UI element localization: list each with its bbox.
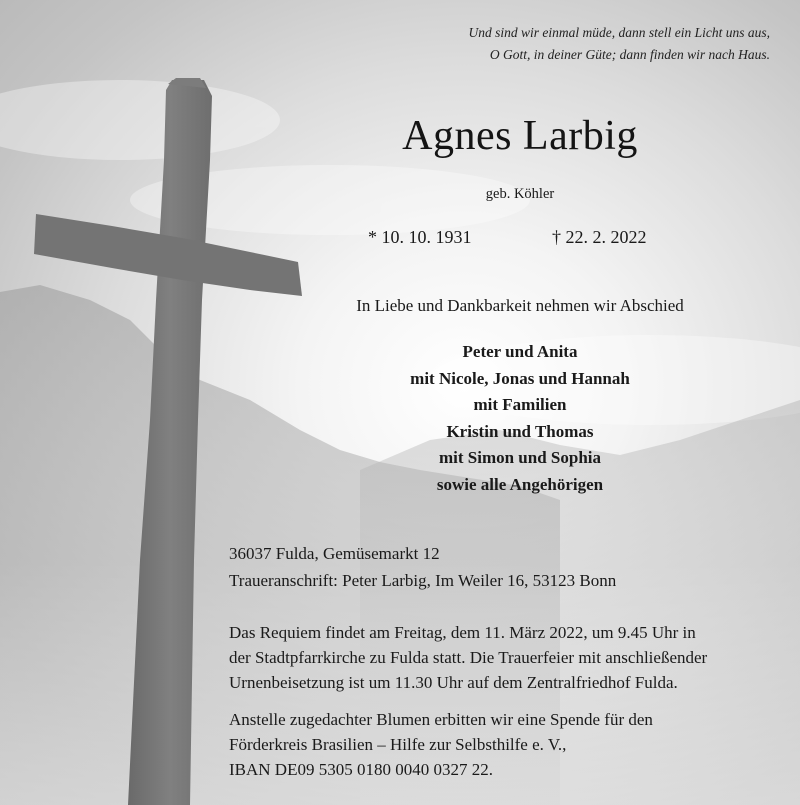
- address-block: [229, 540, 616, 594]
- requiem-line: Das Requiem findet am Freitag, dem 11. März 2022, um 9.45 Uhr in: [229, 623, 696, 642]
- mourner-line: mit Simon und Sophia: [438, 448, 602, 467]
- motto-line: Und sind wir einmal müde, dann stell ein Licht uns aus,: [468, 25, 770, 40]
- birth-date: * 10. 10. 1931: [368, 227, 472, 247]
- mourners-list: [270, 339, 770, 498]
- donation-line: Anstelle zugedachter Blumen erbitten wir eine Spende für den: [229, 710, 653, 729]
- mourner-line: mit Nicole, Jonas und Hannah: [410, 368, 630, 388]
- death-date: † 22. 2. 2022: [552, 227, 647, 247]
- mourner-line: Kristin und Thomas: [446, 421, 594, 441]
- donation-line: Förderkreis Brasilien – Hilfe zur Selbsthilfe e. V.,: [229, 735, 567, 754]
- requiem-line: der Stadtpfarrkirche zu Fulda statt. Die Trauerfeier mit anschließender: [229, 648, 708, 667]
- donation-paragraph: [229, 707, 653, 782]
- mourner-line: mit Familien: [473, 395, 567, 414]
- motto-line: O Gott, in deiner Güte; dann finden wir nach Haus.: [489, 47, 770, 62]
- birth-name: geb. Köhler: [485, 186, 555, 202]
- mourner-line: sowie alle Angehörigen: [436, 474, 604, 494]
- requiem-paragraph: [229, 620, 707, 695]
- farewell-line: In Liebe und Dankbarkeit nehmen wir Abschied: [356, 296, 684, 315]
- motto: [250, 22, 770, 66]
- iban-line: IBAN DE09 5305 0180 0040 0327 22.: [229, 760, 493, 779]
- address-line: 36037 Fulda, Gemüsemarkt 12: [229, 544, 440, 563]
- mourning-address: Traueranschrift: Peter Larbig, Im Weiler 16, 53123 Bonn: [229, 571, 617, 590]
- requiem-line: Urnenbeisetzung ist um 11.30 Uhr auf dem Zentralfriedhof Fulda.: [229, 673, 678, 692]
- mourner-line: Peter und Anita: [462, 342, 578, 361]
- deceased-name: Agnes Larbig: [402, 113, 638, 159]
